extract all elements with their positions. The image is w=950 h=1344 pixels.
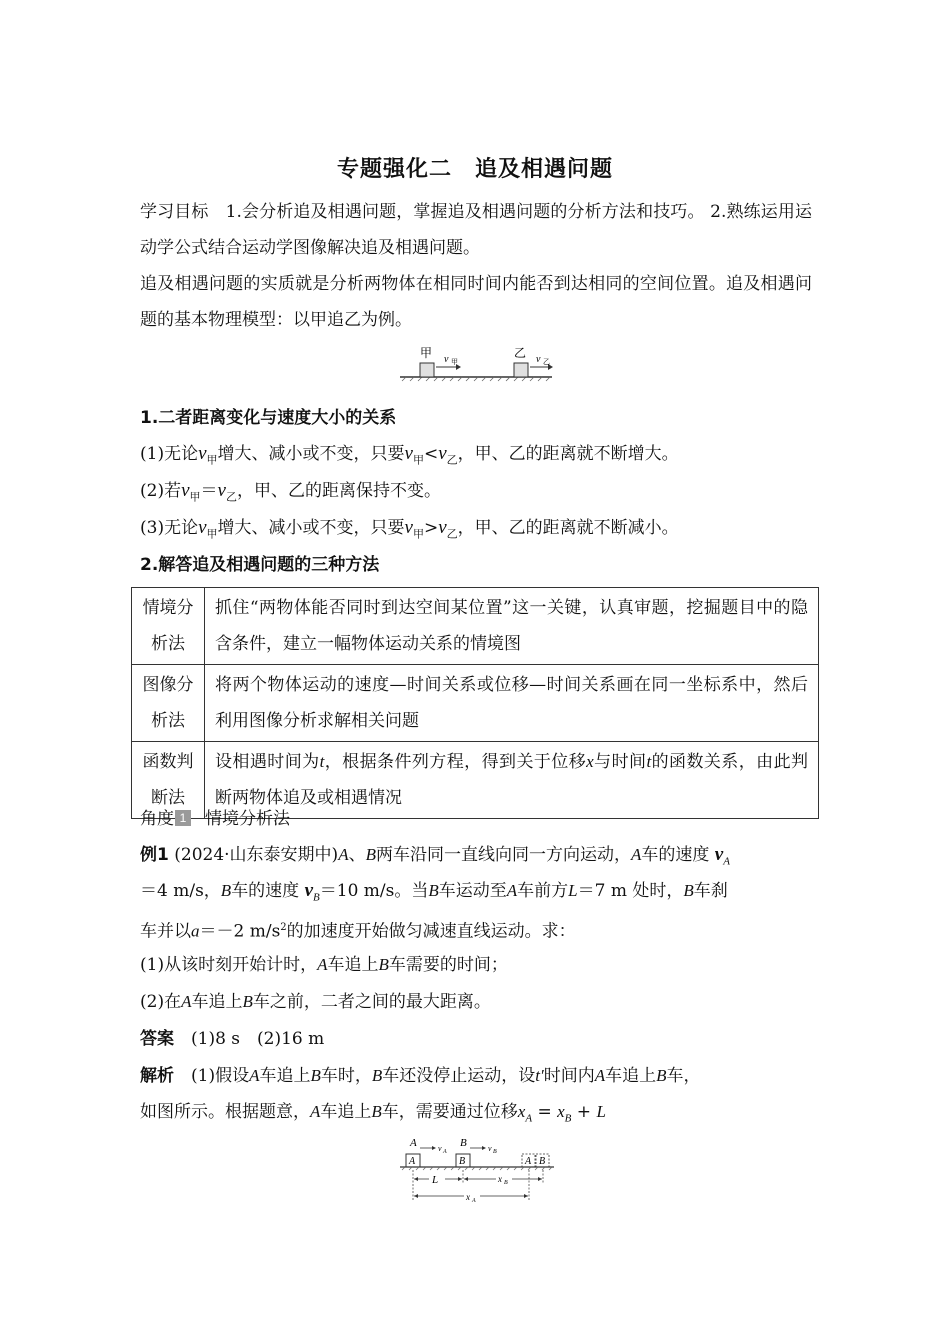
v-yi-label: v xyxy=(536,354,541,365)
svg-text:A: A xyxy=(410,1137,417,1149)
section1-item-2: (2)若$v_甲=v_乙$，甲、乙的距离保持不变。 xyxy=(140,480,441,504)
analysis-label: 解析 xyxy=(140,1066,174,1086)
svg-text:B: B xyxy=(493,1149,497,1155)
objective-label: 学习目标 xyxy=(140,202,209,222)
section2-heading: 2.解答追及相遇问题的三种方法 xyxy=(140,555,380,575)
analysis-line-2: 如图所示。根据题意，A车追上B车，需要通过位移$x_A = x_B + L$ xyxy=(140,1102,606,1125)
answer-label: 答案 xyxy=(140,1029,174,1049)
page-title: 专题强化二 追及相遇问题 xyxy=(336,157,613,182)
question-2: (2)在A车追上B车之前，二者之间的最大距离。 xyxy=(140,992,491,1012)
table-row xyxy=(132,588,819,665)
section1-heading: 1.二者距离变化与速度大小的关系 xyxy=(140,408,397,428)
svg-text:A: A xyxy=(443,1149,447,1155)
angle-number-badge: 1 xyxy=(175,810,191,826)
block-jia xyxy=(420,363,434,377)
distance-xB-label: x xyxy=(498,1174,502,1184)
v-jia-sub: 甲 xyxy=(451,358,458,366)
method-name: 情境分析法 xyxy=(132,588,205,665)
label-yi: 乙 xyxy=(514,346,527,360)
angle-name: 情境分析法 xyxy=(205,809,290,829)
objective-text: 1.会分析追及相遇问题，掌握追及相遇问题的分析方法和技巧。 2.熟练运用运动学公式结合运动学图像解决追及相遇问题。 xyxy=(140,202,813,258)
chase-model-figure xyxy=(398,343,556,383)
distance-L-label: L xyxy=(432,1174,439,1186)
svg-text:v: v xyxy=(438,1144,442,1153)
label-jia: 甲 xyxy=(420,346,433,360)
angle-heading xyxy=(140,804,290,834)
method-desc: 抓住“两物体能否同时到达空间某位置”这一关键，认真审题，挖掘题目中的隐含条件，建立一幅物体运动关系的情境图 xyxy=(205,588,819,665)
method-name: 函数判断法 xyxy=(132,742,205,819)
example-line-2: ＝4 m/s，B车的速度 $v_B=10$ m/s。当B车运动至A车前方L＝7 m 处时，B车刹 xyxy=(140,880,728,904)
displacement-figure xyxy=(396,1136,558,1208)
method-desc: 设相遇时间为t，根据条件列方程，得到关于位移x与时间t的函数关系，由此判断两物体追及或相遇情况 xyxy=(205,742,819,819)
answer-line xyxy=(140,1024,324,1054)
distance-xA-label: x xyxy=(466,1192,470,1202)
analysis-line-1: 解析 (1)假设A车追上B车时，B车还没停止运动，设t′时间内A车追上B车， xyxy=(140,1066,701,1086)
v-jia-label: v xyxy=(444,354,449,365)
svg-text:B: B xyxy=(539,1156,546,1167)
angle-label: 角度 xyxy=(140,809,174,829)
svg-text:B: B xyxy=(504,1180,508,1186)
method-desc: 将两个物体运动的速度—时间关系或位移—时间关系画在同一坐标系中，然后利用图像分析求解相关问题 xyxy=(205,665,819,742)
block-yi xyxy=(514,363,528,377)
learning-objective xyxy=(140,194,812,266)
methods-table xyxy=(131,587,819,819)
v-yi-sub: 乙 xyxy=(543,358,550,366)
question-1: (1)从该时刻开始计时，A车追上B车需要的时间； xyxy=(140,955,508,975)
svg-text:B: B xyxy=(459,1156,466,1167)
method-name: 图像分析法 xyxy=(132,665,205,742)
svg-text:v: v xyxy=(488,1144,492,1153)
example-line-3: 车并以a＝－2 $m/s^2$的加速度开始做匀减速直线运动。求： xyxy=(140,921,576,942)
svg-text:A: A xyxy=(472,1198,476,1204)
svg-text:A: A xyxy=(525,1156,532,1167)
svg-text:B: B xyxy=(460,1137,467,1149)
answer-text: (1)8 s (2)16 m xyxy=(191,1029,325,1049)
svg-text:A: A xyxy=(409,1156,416,1167)
intro-paragraph: 追及相遇问题的实质就是分析两物体在相同时间内能否到达相同的空间位置。追及相遇问题的基本物理模型：以甲追乙为例。 xyxy=(140,274,812,330)
example-line-1: 例1 (2024·山东泰安期中)A、B两车沿同一直线向同一方向运动，A车的速度 $v_A$ xyxy=(140,844,730,868)
section1-item-3: (3)无论$v_甲$增大、减小或不变，只要$v_甲>v_乙$，甲、乙的距离就不断减小。 xyxy=(140,517,679,541)
table-row xyxy=(132,665,819,742)
section1-item-1: (1)无论$v_甲$增大、减小或不变，只要$v_甲<v_乙$，甲、乙的距离就不断增大。 xyxy=(140,443,679,467)
example-label: 例1 xyxy=(140,845,169,865)
